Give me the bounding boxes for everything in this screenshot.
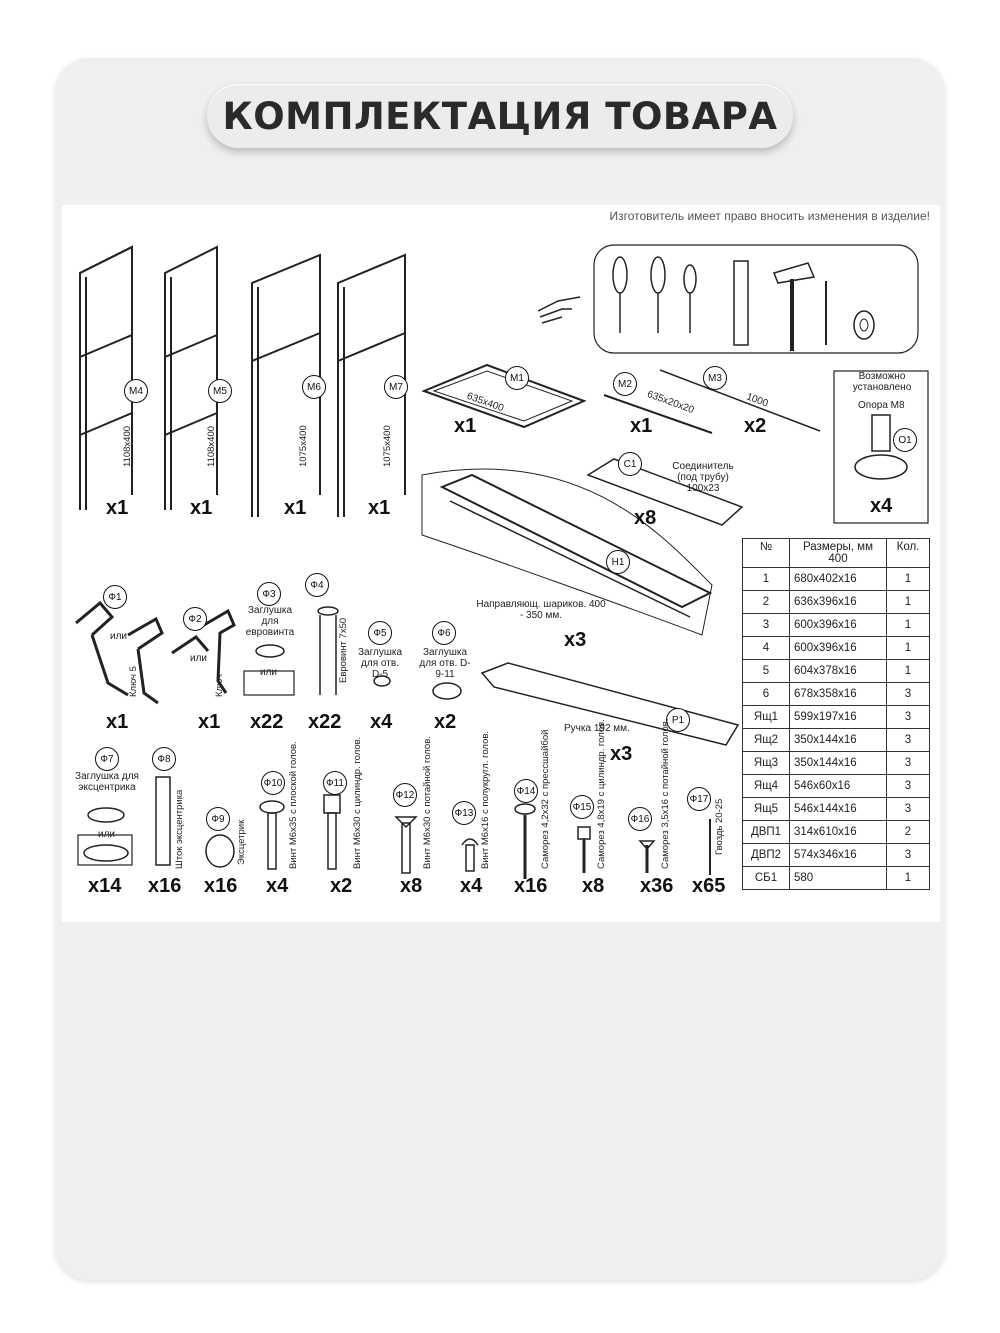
- table-row: [743, 844, 930, 867]
- fitting-code: Ф6: [432, 621, 456, 645]
- table-row: [743, 821, 930, 844]
- table-cell: 600x396x16: [790, 637, 887, 660]
- title-pill: [207, 84, 793, 148]
- fitting-name: Евровинт 7x50: [338, 617, 349, 683]
- frame-qty: x1: [368, 497, 391, 519]
- frame-code: М5: [208, 379, 232, 403]
- part-m1-size: 635x400: [465, 390, 506, 415]
- table-row: [743, 683, 930, 706]
- part-m3-qty: x2: [744, 415, 767, 437]
- table-header: №: [743, 539, 790, 568]
- fitting-code: Ф3: [257, 582, 281, 606]
- table-cell: 350x144x16: [790, 752, 887, 775]
- frame-code: М4: [124, 379, 148, 403]
- table-row: [743, 614, 930, 637]
- fitting-qty: x65: [692, 875, 726, 897]
- table-row: [743, 706, 930, 729]
- table-cell: 3: [887, 752, 930, 775]
- part-h1-name: Направляющ. шариков. 400 - 350 мм.: [476, 599, 606, 621]
- frame-size: 1075x400: [298, 425, 309, 467]
- table-header: Размеры, мм 400: [790, 539, 887, 568]
- table-cell: 2: [887, 821, 930, 844]
- part-o1-code: О1: [893, 428, 917, 452]
- fitting-qty: x16: [204, 875, 238, 897]
- fitting-code: Ф7: [95, 747, 119, 771]
- fitting-code: Ф2: [183, 607, 207, 631]
- table-cell: 3: [887, 798, 930, 821]
- table-cell: 1: [887, 660, 930, 683]
- fitting-name: Ключ: [214, 674, 225, 697]
- fitting-qty: x36: [640, 875, 674, 897]
- fitting-code: Ф14: [514, 779, 538, 803]
- fitting-code: Ф12: [393, 783, 417, 807]
- table-cell: Ящ2: [743, 729, 790, 752]
- fitting-name: Саморез 4,2x32 с прессшайбой: [540, 729, 551, 869]
- fitting-code: Ф16: [628, 807, 652, 831]
- fitting-qty: x4: [460, 875, 483, 897]
- table-cell: 574x346x16: [790, 844, 887, 867]
- part-m2-size: 635x20x20: [645, 388, 696, 417]
- table-cell: Ящ4: [743, 775, 790, 798]
- fitting-code: Ф15: [570, 795, 594, 819]
- fitting-code: Ф11: [323, 771, 347, 795]
- table-header: Кол.: [887, 539, 930, 568]
- frame-size: 1108x400: [206, 425, 217, 467]
- table-cell: Ящ3: [743, 752, 790, 775]
- fitting-name: Эксцетрик: [236, 819, 247, 865]
- manufacturer-note: Изготовитель имеет право вносить изменения в изделие!: [609, 209, 930, 223]
- table-row: [743, 752, 930, 775]
- table-cell: 6: [743, 683, 790, 706]
- fitting-name: Саморез 3,5x16 с потайной голов.: [660, 718, 671, 869]
- frame-code: М7: [384, 375, 408, 399]
- fitting-name: Заглушка для отв. D-5: [358, 647, 403, 680]
- table-cell: СБ1: [743, 867, 790, 890]
- fitting-qty: x22: [250, 711, 284, 733]
- table-cell: 546x60x16: [790, 775, 887, 798]
- frame-m4: [80, 247, 132, 510]
- frame-size: 1108x400: [122, 425, 133, 467]
- table-cell: 3: [887, 844, 930, 867]
- table-cell: 1: [887, 614, 930, 637]
- part-h1-qty: x3: [564, 629, 587, 651]
- frame-qty: x1: [106, 497, 129, 519]
- fitting-name: Винт М6x30 с потайной голов.: [422, 736, 433, 869]
- table-cell: 4: [743, 637, 790, 660]
- fitting-qty: x22: [308, 711, 342, 733]
- table-row: [743, 660, 930, 683]
- table-cell: ДВП2: [743, 844, 790, 867]
- fitting-name: Заглушка для евровинта: [245, 605, 295, 638]
- table-cell: 599x197x16: [790, 706, 887, 729]
- part-o1-caption: Возможно установлено: [852, 371, 912, 393]
- table-row: [743, 568, 930, 591]
- table-cell: 604x378x16: [790, 660, 887, 683]
- fitting-name: Гвоздь 20-25: [714, 798, 725, 855]
- fitting-name: Винт М6x30 с цилиндр. голов.: [352, 736, 363, 869]
- fitting-or: или: [98, 829, 116, 840]
- fitting-code: Ф5: [368, 621, 392, 645]
- table-cell: 3: [887, 683, 930, 706]
- fitting-qty: x4: [266, 875, 289, 897]
- fitting-name: Шток эксцентрика: [174, 789, 185, 869]
- frame-qty: x1: [190, 497, 213, 519]
- part-m1-qty: x1: [454, 415, 477, 437]
- frame-qty: x1: [284, 497, 307, 519]
- table-cell: 678x358x16: [790, 683, 887, 706]
- table-cell: 314x610x16: [790, 821, 887, 844]
- fitting-or: или: [190, 653, 208, 664]
- table-cell: 680x402x16: [790, 568, 887, 591]
- fitting-code: Ф13: [452, 801, 476, 825]
- fitting-name: Заглушка для отв. D-9-11: [419, 647, 471, 680]
- table-cell: Ящ5: [743, 798, 790, 821]
- fitting-qty: x2: [330, 875, 353, 897]
- table-cell: ДВП1: [743, 821, 790, 844]
- table-cell: 580: [790, 867, 887, 890]
- table-row: [743, 591, 930, 614]
- part-m1-code: М1: [505, 366, 529, 390]
- table-cell: 1: [887, 568, 930, 591]
- table-cell: 600x396x16: [790, 614, 887, 637]
- table-cell: 5: [743, 660, 790, 683]
- table-row: [743, 798, 930, 821]
- fitting-name: Ключ 5: [128, 666, 139, 697]
- part-p1-qty: x3: [610, 743, 633, 765]
- fitting-code: Ф8: [152, 747, 176, 771]
- fitting-code: Ф9: [206, 807, 230, 831]
- table-cell: Ящ1: [743, 706, 790, 729]
- fitting-qty: x16: [148, 875, 182, 897]
- fitting-name: Саморез 4,8x19 с цилиндр. голов.: [596, 719, 607, 869]
- fitting-name: Винт М6x35 с плоской голов.: [288, 741, 299, 869]
- part-c1-name: Соединитель (под трубу) 100x23: [672, 461, 734, 494]
- fitting-name: Заглушка для эксцентрика: [75, 771, 139, 793]
- part-o1-qty: x4: [870, 495, 893, 517]
- fitting-or: или: [110, 631, 128, 642]
- table-cell: 3: [887, 729, 930, 752]
- fitting-code: Ф1: [103, 585, 127, 609]
- page-title: КОМПЛЕКТАЦИЯ ТОВАРА: [222, 94, 778, 138]
- fitting-qty: x1: [198, 711, 221, 733]
- table-cell: 2: [743, 591, 790, 614]
- frame-code: М6: [302, 375, 326, 399]
- fitting-qty: x1: [106, 711, 129, 733]
- part-p1-name: Ручка 192 мм.: [564, 723, 630, 734]
- table-cell: 636x396x16: [790, 591, 887, 614]
- fitting-or: или: [260, 667, 278, 678]
- table-cell: 3: [887, 775, 930, 798]
- table-row: [743, 729, 930, 752]
- table-row: [743, 775, 930, 798]
- fitting-qty: x16: [514, 875, 548, 897]
- fitting-qty: x2: [434, 711, 457, 733]
- table-cell: 3: [743, 614, 790, 637]
- table-cell: 1: [887, 867, 930, 890]
- part-o1-name: Опора М8: [858, 400, 905, 411]
- table-cell: 1: [887, 591, 930, 614]
- parts-size-table: [742, 538, 930, 890]
- frame-size: 1075x400: [382, 425, 393, 467]
- table-header-row: [743, 539, 930, 568]
- fitting-qty: x8: [582, 875, 605, 897]
- table-cell: 546x144x16: [790, 798, 887, 821]
- fitting-qty: x14: [88, 875, 122, 897]
- fitting-qty: x8: [400, 875, 423, 897]
- part-m3-code: М3: [703, 366, 727, 390]
- part-m3: [660, 370, 820, 431]
- table-cell: 350x144x16: [790, 729, 887, 752]
- fitting-code: Ф10: [261, 771, 285, 795]
- part-m2-qty: x1: [630, 415, 653, 437]
- table-row: [743, 867, 930, 890]
- part-p1-code: Р1: [666, 708, 690, 732]
- table-cell: 3: [887, 706, 930, 729]
- part-m3-size: 1000: [744, 391, 770, 410]
- fitting-code: Ф17: [687, 787, 711, 811]
- table-cell: 1: [743, 568, 790, 591]
- fitting-name: Винт М6x16 с полукругл. голов.: [480, 730, 491, 869]
- table-row: [743, 637, 930, 660]
- fitting-code: Ф4: [305, 573, 329, 597]
- part-c1-code: С1: [618, 452, 642, 476]
- part-h1-code: Н1: [606, 550, 630, 574]
- part-c1-qty: x8: [634, 507, 657, 529]
- assembly-sheet: [62, 205, 940, 922]
- part-m2-code: М2: [613, 372, 637, 396]
- frame-m5: [165, 247, 217, 510]
- fitting-qty: x4: [370, 711, 393, 733]
- table-cell: 1: [887, 637, 930, 660]
